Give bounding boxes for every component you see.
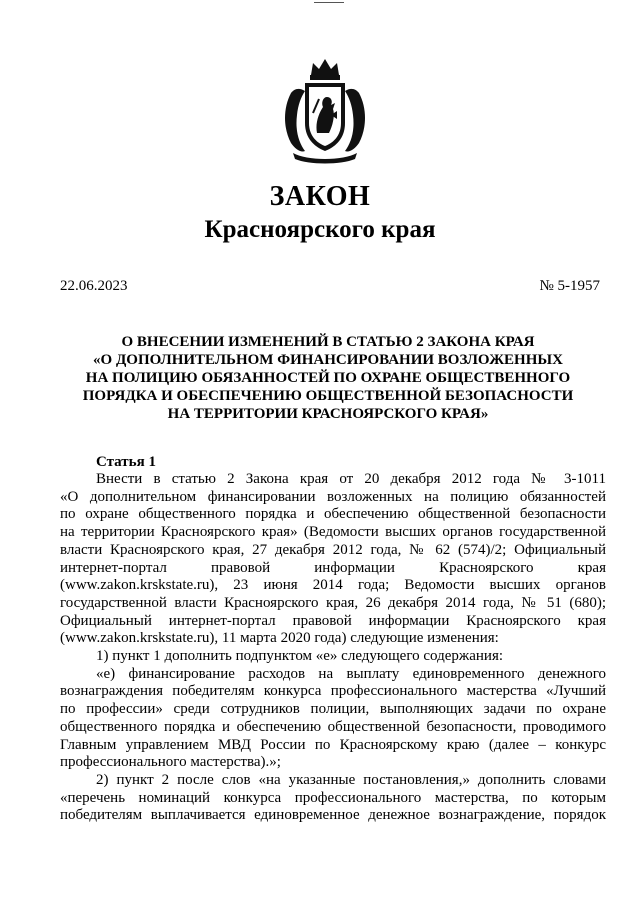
body-line: 2) пункт 2 после слов «на указанные постановления,» дополнить словами (96, 771, 606, 788)
body-line: власти Красноярского края, 27 декабря 2012 года, № 62 (574)/2; Официальный (60, 541, 606, 558)
body-line: «е) финансирование расходов на выплату единовременного денежного (96, 665, 606, 682)
document-type-title: ЗАКОН (269, 181, 371, 212)
body-line: по профессии» среди сотрудников полиции, выполняющих задачи по охране (60, 701, 606, 718)
body-line: Главным управлением МВД России по Красноярскому краю (далее – конкурс (60, 736, 606, 753)
body-line: общественного порядка и обеспечению общественной безопасности, проводимого (60, 718, 606, 735)
body-line: интернет-портал правовой информации Красноярского края (60, 559, 606, 576)
body-line: Внести в статью 2 Закона края от 20 декабря 2012 года № 3-1011 (96, 471, 606, 487)
body-line: Официальный интернет-портал правовой информации Красноярского края (60, 612, 606, 629)
top-rule (314, 2, 344, 3)
document-date: 22.06.2023 (60, 278, 128, 294)
heading-line: О ВНЕСЕНИИ ИЗМЕНЕНИЙ В СТАТЬЮ 2 ЗАКОНА КРАЯ (121, 334, 535, 350)
body-line: на территории Красноярского края» (Ведомости высших органов государственной (60, 524, 606, 541)
body-line: по охране общественного порядка и обеспечению общественной безопасности (60, 506, 606, 523)
body-line: (www.zakon.krskstate.ru), 23 июня 2014 года; Ведомости высших органов (60, 577, 606, 594)
body-line: «О дополнительном финансировании возложенных на полицию обязанностей (60, 488, 606, 505)
document-number: № 5-1957 (539, 278, 600, 294)
body-line: (www.zakon.krskstate.ru), 11 марта 2020 года) следующие изменения: (60, 630, 499, 647)
body-line: вознаграждения победителям конкурса профессионального мастерства «Лучший (60, 683, 606, 700)
heading-line: НА ПОЛИЦИЮ ОБЯЗАННОСТЕЙ ПО ОХРАНЕ ОБЩЕСТВЕННОГО (85, 370, 571, 386)
heading-line: ПОРЯДКА И ОБЕСПЕЧЕНИЮ ОБЩЕСТВЕННОЙ БЕЗОПАСНОСТИ (82, 388, 574, 404)
body-line: 1) пункт 1 дополнить подпунктом «е» следующего содержания: (96, 648, 504, 665)
body-line: государственной власти Красноярского края, 26 декабря 2014 года, № 51 (680); (60, 594, 606, 611)
heading-line: НА ТЕРРИТОРИИ КРАСНОЯРСКОГО КРАЯ» (167, 406, 489, 422)
article-title: Статья 1 (96, 454, 156, 470)
law-heading (58, 333, 598, 423)
body-line: «перечень номинаций конкурса профессионального мастерства, по которым (60, 789, 606, 806)
body-line: профессионального мастерства).»; (60, 754, 281, 771)
body-line: победителям выплачивается единовременное денежное вознаграждение, порядок (60, 807, 606, 824)
coat-of-arms-emblem (277, 53, 373, 165)
article-body (60, 471, 606, 825)
heading-line: «О ДОПОЛНИТЕЛЬНОМ ФИНАНСИРОВАНИИ ВОЗЛОЖЕННЫХ (93, 352, 563, 368)
region-title: Красноярского края (204, 216, 436, 243)
